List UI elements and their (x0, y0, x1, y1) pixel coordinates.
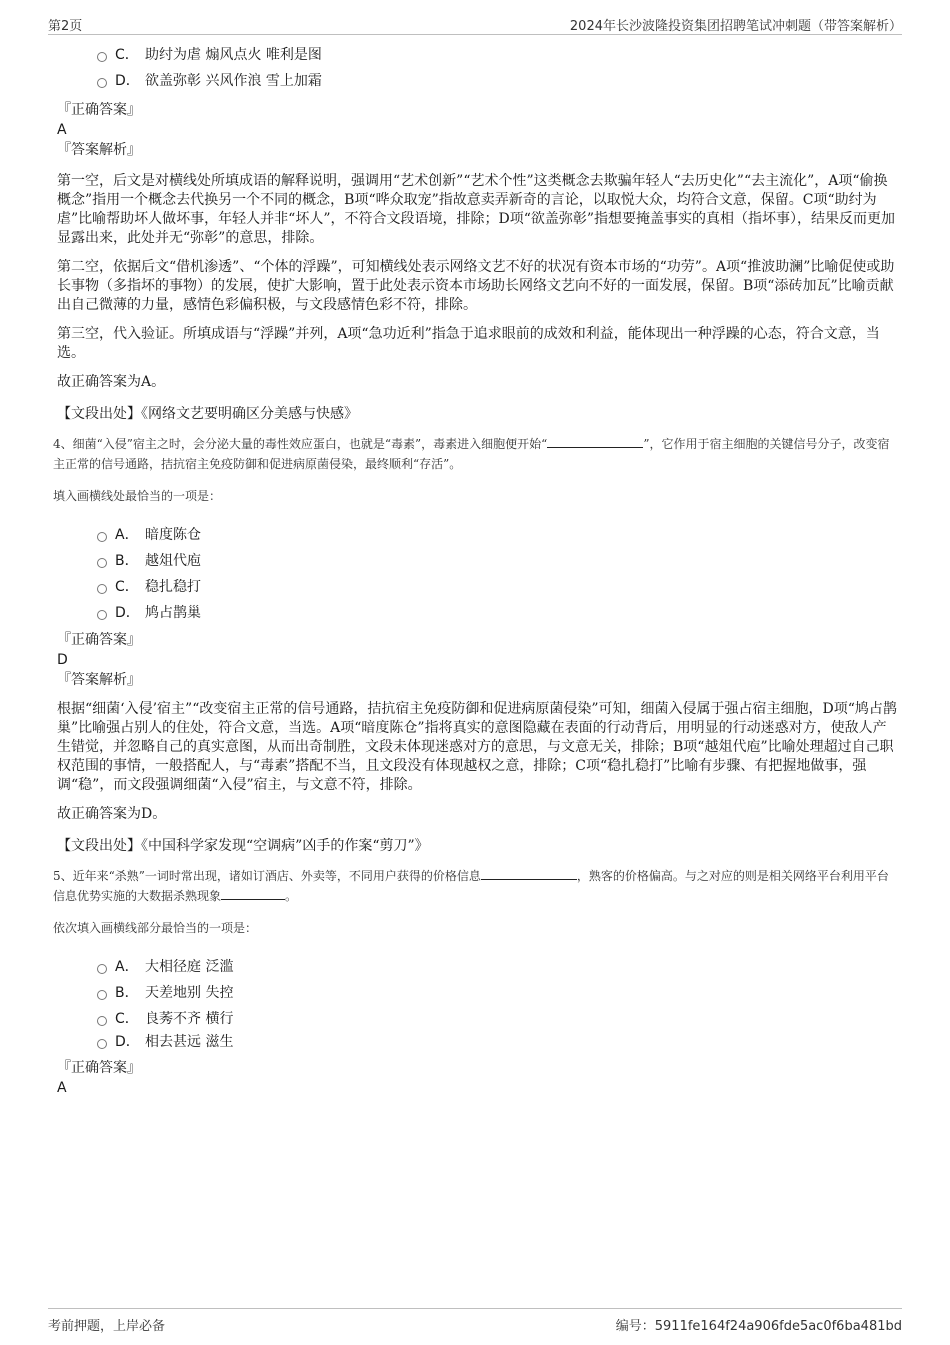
answer-value: D (57, 652, 68, 668)
radio-icon[interactable] (97, 964, 107, 974)
analysis-conclusion: 故正确答案为D。 (57, 806, 167, 822)
radio-icon[interactable] (97, 990, 107, 1000)
option-a[interactable]: A． 大相径庭 泛滥 (57, 954, 897, 980)
question-stem: 5、近年来“杀熟”一词时常出现，诸如订酒店、外卖等，不同用户获得的价格信息 ，熟客的价格偏高。与之对应的则是相关网络平台利用平台信息优势实施的大数据杀熟现象 。 (53, 869, 889, 903)
document-id: 编号：5911fe164f24a906fde5ac0f6ba481bd (615, 1319, 902, 1334)
fill-blank (481, 867, 577, 880)
document-title: 2024年长沙波隆投资集团招聘笔试冲刺题（带答案解析） (569, 19, 902, 34)
analysis-label: 『答案解析』 (57, 672, 141, 688)
main-content (53, 42, 897, 1098)
radio-icon[interactable] (97, 532, 107, 542)
answer-label: 『正确答案』 (57, 632, 141, 648)
fill-blank (547, 435, 643, 448)
radio-icon[interactable] (97, 584, 107, 594)
analysis-paragraph: 根据“细菌‘入侵’宿主”“改变宿主正常的信号通路，拮抗宿主免疫防御和促进病原菌侵染”可知，细菌入侵属于强占宿主细胞，D项“鸠占鹊巢”比喻强占别人的住处，符合文意，当选。A项“暗度陈仓”指将真实的意图隐藏在表面的行动背后，用明显的行动迷惑对方，使敌人产生错觉，并忽略自己的真实意图，从而出奇制胜，文段未体现迷惑对方的意思，与文意无关，排除；B项“越俎代庖”比喻处理超过自己职权范围的事情，一般搭配人，与“毒素”搭配不当，且文段没有体现越权之意，排除；C项“稳扎稳打”比喻有步骤、有把握地做事，强调“稳”，而文段强调细菌“入侵”宿主，与文意不符，排除。 (57, 701, 897, 793)
page-header (48, 12, 902, 35)
option-d[interactable]: D． 欲盖弥彰 兴风作浪 雪上加霜 (57, 68, 897, 94)
answer-value: A (57, 122, 67, 138)
radio-icon[interactable] (97, 610, 107, 620)
radio-icon[interactable] (97, 1039, 107, 1049)
question-prompt: 依次填入画横线部分最恰当的一项是： (53, 921, 258, 935)
page-number: 第2页 (48, 19, 83, 34)
question-3-tail (57, 42, 897, 424)
option-d[interactable]: D． 鸠占鹊巢 (57, 600, 897, 626)
option-b[interactable]: B． 天差地别 失控 (57, 980, 897, 1006)
answer-label: 『正确答案』 (57, 102, 141, 118)
analysis-paragraph: 第三空，代入验证。所填成语与“浮躁”并列，A项“急功近利”指急于追求眼前的成效和利益，能体现出一种浮躁的心态，符合文意，当选。 (57, 326, 880, 361)
source-citation: 【文段出处】《中国科学家发现“空调病”凶手的作案“剪刀”》 (57, 838, 429, 854)
source-citation: 【文段出处】《网络文艺要明确区分美感与快感》 (57, 406, 358, 422)
radio-icon[interactable] (97, 1016, 107, 1026)
analysis-paragraph: 第二空，依据后文“借机渗透”、“个体的浮躁”，可知横线处表示网络文艺不好的状况有资本市场的“功劳”。A项“推波助澜”比喻促使或助长事物（多指坏的事物）的发展，使扩大影响，置于此处表示资本市场助长网络文艺向不好的一面发展，保留。B项“添砖加瓦”比喻贡献出自己微薄的力量，感情色彩偏积极，与文段感情色彩不符，排除。 (57, 259, 895, 313)
page-footer (48, 1308, 902, 1333)
answer-label: 『正确答案』 (57, 1060, 141, 1076)
footer-slogan: 考前押题，上岸必备 (48, 1319, 166, 1334)
fill-blank (221, 887, 285, 900)
option-b[interactable]: B． 越俎代庖 (57, 548, 897, 574)
question-4 (53, 434, 897, 856)
radio-icon[interactable] (97, 52, 107, 62)
option-a[interactable]: A． 暗度陈仓 (57, 522, 897, 548)
radio-icon[interactable] (97, 78, 107, 88)
question-stem: 4、细菌“入侵”宿主之时，会分泌大量的毒性效应蛋白，也就是“毒素”，毒素进入细胞便开始“ ”，它作用于宿主细胞的关键信号分子，改变宿主正常的信号通路，拮抗宿主免疫防御和促进病原菌侵染，最终顺利“存活”。 (53, 437, 890, 471)
option-c[interactable]: C． 稳扎稳打 (57, 574, 897, 600)
option-c[interactable]: C． 助纣为虐 煽风点火 唯利是图 (57, 42, 897, 68)
analysis-label: 『答案解析』 (57, 142, 141, 158)
answer-value: A (57, 1080, 67, 1096)
analysis-conclusion: 故正确答案为A。 (57, 374, 166, 390)
analysis-paragraph: 第一空，后文是对横线处所填成语的解释说明，强调用“艺术创新”“艺术个性”这类概念去欺骗年轻人“去历史化”“去主流化”，A项“偷换概念”指用一个概念去代换另一个不同的概念，B项“哗众取宠”指故意卖弄新奇的言论，以取悦大众，均符合文意，保留。C项“助纣为虐”比喻帮助坏人做坏事，年轻人并非“坏人”，不符合文段语境，排除；D项“欲盖弥彰”指想要掩盖事实的真相（指坏事），结果反而更加显露出来，此处并无“弥彰”的意思，排除。 (57, 173, 896, 246)
question-5 (53, 866, 897, 1098)
radio-icon[interactable] (97, 558, 107, 568)
question-prompt: 填入画横线处最恰当的一项是： (53, 489, 222, 503)
option-c[interactable]: C． 良莠不齐 横行 (57, 1006, 897, 1032)
option-d[interactable]: D． 相去甚远 滋生 (57, 1032, 897, 1054)
